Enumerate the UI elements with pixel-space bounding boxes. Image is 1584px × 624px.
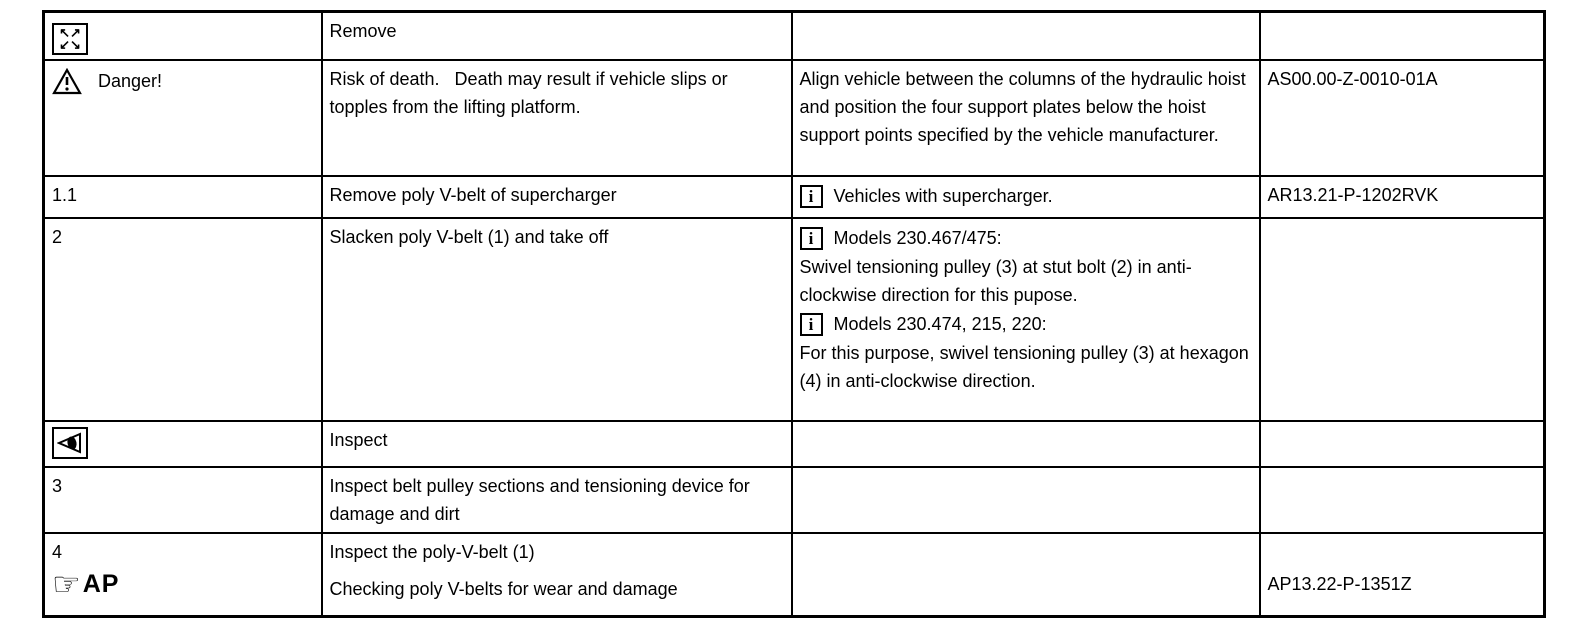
cell-operation — [322, 218, 792, 421]
cell-reference — [1260, 60, 1545, 176]
table-row-step-1-1 — [44, 176, 1545, 218]
cell-operation — [322, 60, 792, 176]
reference-code: AP13.22-P-1351Z — [1267, 574, 1412, 594]
table-row-inspect-section — [44, 421, 1545, 467]
note-label: Models 230.467/475: — [833, 228, 1002, 248]
section-title: Inspect — [329, 430, 388, 450]
cell-operation — [322, 421, 792, 467]
cell-notes — [792, 176, 1260, 218]
section-title: Remove — [329, 21, 397, 41]
operation-text: Slacken poly V-belt (1) and take off — [329, 227, 609, 247]
pointing-hand-icon: ☞ — [52, 566, 81, 602]
cell-notes — [792, 12, 1260, 61]
cell-operation — [322, 533, 792, 616]
cell-step — [44, 12, 322, 61]
danger-label: Danger! — [98, 71, 163, 91]
ap-label: AP — [82, 570, 120, 598]
procedure-table — [42, 10, 1546, 618]
step-number: 3 — [52, 476, 63, 496]
operation-text: Inspect belt pulley sections and tensioning device for damage and dirt — [329, 476, 750, 524]
cell-notes — [792, 60, 1260, 176]
cell-step — [44, 421, 322, 467]
operation-text: Inspect the poly-V-belt (1) — [329, 542, 535, 562]
cell-reference — [1260, 176, 1545, 218]
operation-text: Remove poly V-belt of supercharger — [329, 185, 617, 205]
cell-reference — [1260, 467, 1545, 533]
cell-reference — [1260, 421, 1545, 467]
cell-step — [44, 533, 322, 616]
cell-reference — [1260, 12, 1545, 61]
operation-subtext: Checking poly V-belts for wear and damage — [329, 579, 678, 599]
inspect-eye-icon — [52, 427, 88, 459]
table-row-step-3 — [44, 467, 1545, 533]
step-number: 1.1 — [52, 185, 78, 205]
cell-operation — [322, 12, 792, 61]
cell-step — [44, 60, 322, 176]
note-label: Models 230.474, 215, 220: — [833, 314, 1047, 334]
note-text: Vehicles with supercharger. — [833, 186, 1053, 206]
table-row-danger — [44, 60, 1545, 176]
cell-reference — [1260, 533, 1545, 616]
info-icon: i — [800, 185, 823, 208]
cell-notes — [792, 218, 1260, 421]
info-icon: i — [800, 313, 823, 336]
reference-code: AS00.00-Z-0010-01A — [1267, 69, 1438, 89]
cell-notes — [792, 467, 1260, 533]
table-row-step-4 — [44, 533, 1545, 616]
cell-step — [44, 218, 322, 421]
cell-notes — [792, 421, 1260, 467]
cell-step — [44, 176, 322, 218]
reference-code: AR13.21-P-1202RVK — [1267, 185, 1439, 205]
info-icon: i — [800, 227, 823, 250]
cell-reference — [1260, 218, 1545, 421]
cell-operation — [322, 176, 792, 218]
remove-arrows-icon: ↖↗ ↙↘ — [52, 23, 88, 55]
warning-triangle-icon — [52, 68, 82, 95]
danger-note: Align vehicle between the columns of the hydraulic hoist and position the four support plates below the hoist support points specified by the vehicle manufacturer. — [799, 69, 1246, 145]
table-row-remove-section — [44, 12, 1545, 61]
note-text: For this purpose, swivel tensioning pulley (3) at hexagon (4) in anti-clockwise direction. — [799, 343, 1249, 391]
note-text: Swivel tensioning pulley (3) at stut bolt (2) in anti-clockwise direction for this pupose. — [799, 257, 1192, 305]
step-number: 4 — [52, 542, 63, 562]
step-number: 2 — [52, 227, 63, 247]
danger-text: Risk of death. Death may result if vehicle slips or topples from the lifting platform. — [329, 69, 733, 117]
table-row-step-2 — [44, 218, 1545, 421]
cell-notes — [792, 533, 1260, 616]
cell-operation — [322, 467, 792, 533]
cell-step — [44, 467, 322, 533]
